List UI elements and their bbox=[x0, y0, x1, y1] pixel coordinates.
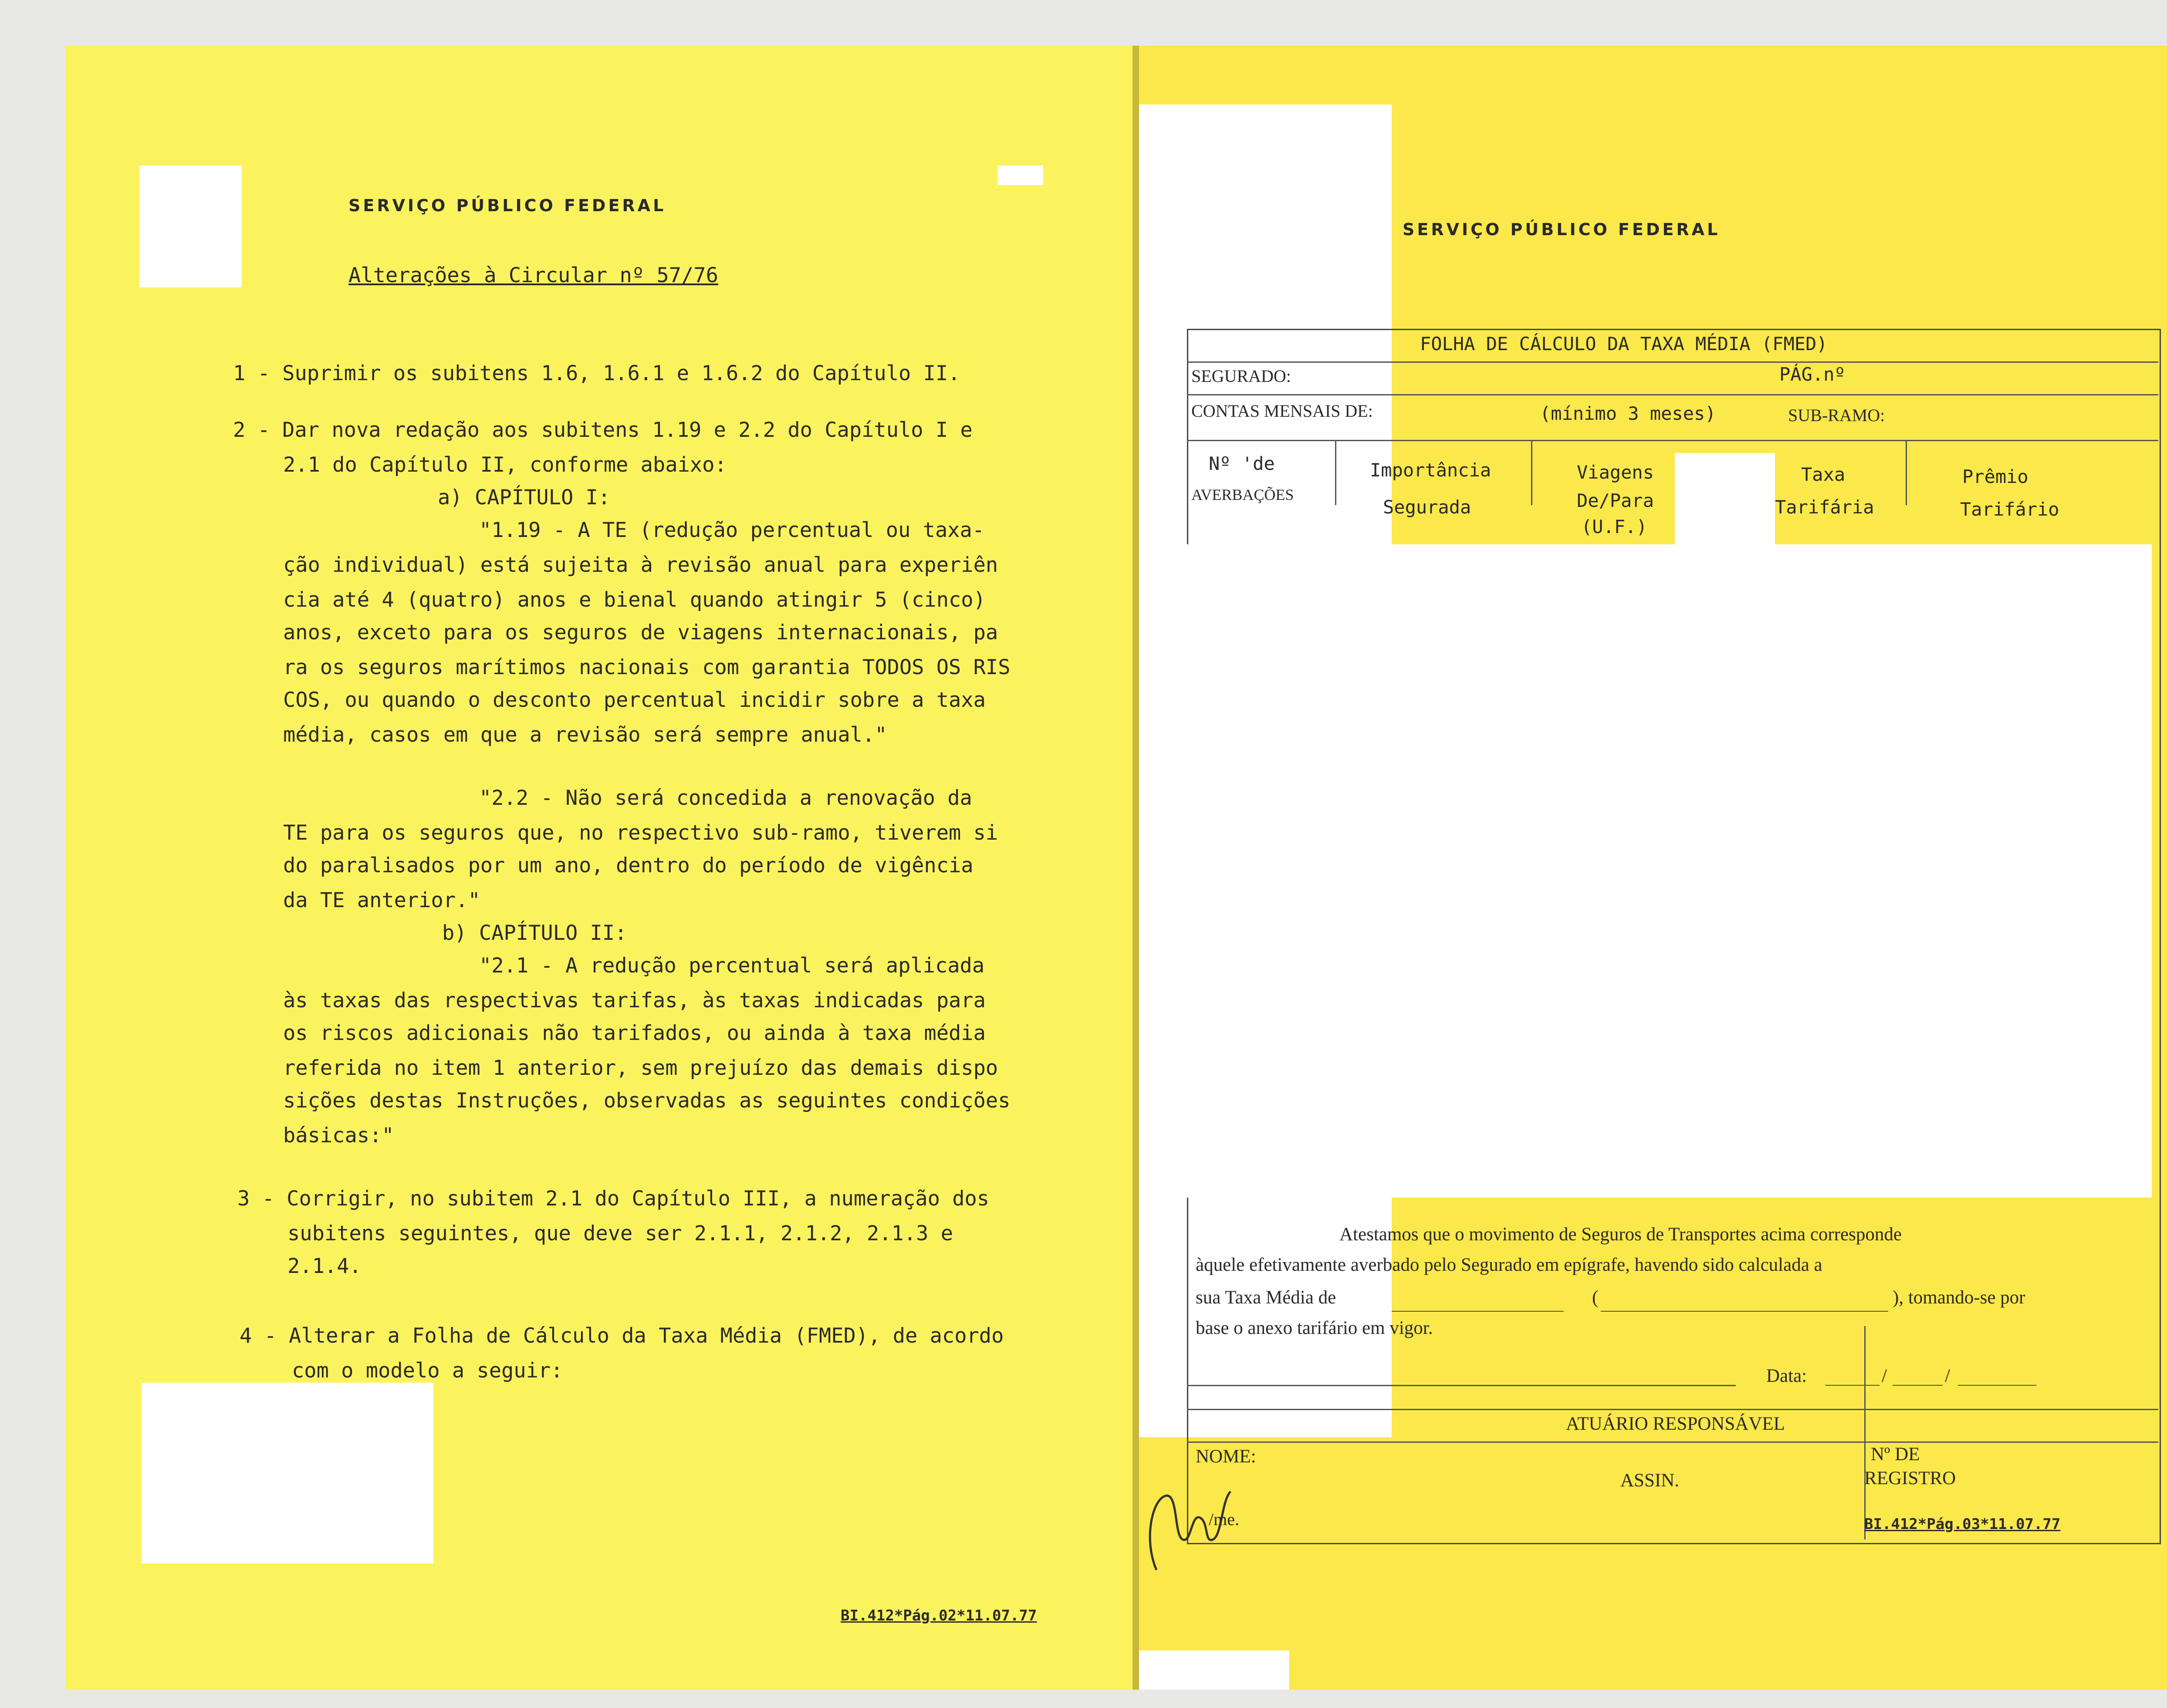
right-page: SERVIÇO PÚBLICO FEDERAL FOLHA DE CÁLCULO DA TAXA MÉDIA (FMED) SEGURADO: PÁG.nº CONTAS MENSAIS DE: (mínimo 3 meses) SUB-RAMO: Nº 'de AVERBAÇÕES Importância Segurada Viagens De/Para (U.F.) Taxa Tarifária Prêmio Tarifário Atestamos que o movimento de Seguros de Transportes acima corresponde àquele efetivamente averbado pelo Segurado em epígrafe, havendo sido calculada a sua Taxa Média de ( ), tomando-se por base o anexo tarifário em vigor. Data: / / ATUÁRIO RESPONSÁVEL NOME: ASSIN. Nº DE REGISTRO /me. BI.412*Pág.03*11.07.77 bbox=[1139, 46, 2167, 1690]
typist-initials: /me. bbox=[1209, 1509, 1239, 1529]
text-line: 3 - Corrigir, no subitem 2.1 do Capítulo III, a numeração dos bbox=[237, 1187, 990, 1211]
page-footer-reference: BI.412*Pág.03*11.07.77 bbox=[1864, 1516, 2061, 1533]
name-label: NOME: bbox=[1196, 1446, 1256, 1467]
text-line: "2.2 - Não será concedida a renovação da bbox=[479, 786, 972, 810]
text-line: 4 - Alterar a Folha de Cálculo da Taxa Média (FMED), de acordo bbox=[240, 1324, 1004, 1348]
text-line: TE para os seguros que, no respectivo sub-ramo, tiverem si bbox=[283, 821, 998, 845]
text-line: ra os seguros marítimos nacionais com garantia TODOS OS RIS bbox=[283, 655, 1011, 679]
page-footer-reference: BI.412*Pág.02*11.07.77 bbox=[841, 1607, 1037, 1624]
text-line: referida no item 1 anterior, sem prejuízo das demais dispo bbox=[283, 1056, 998, 1080]
text-line: com o modelo a seguir: bbox=[292, 1359, 563, 1383]
text-line: média, casos em que a revisão será sempre anual." bbox=[283, 723, 887, 747]
column-header-premio-sub: Tarifário bbox=[1960, 499, 2059, 520]
text-line: os riscos adicionais não tarifados, ou ainda à taxa média bbox=[283, 1021, 986, 1045]
text-line: anos, exceto para os seguros de viagens internacionais, pa bbox=[283, 621, 998, 645]
signature-rule bbox=[1187, 1385, 1736, 1386]
redacted-block bbox=[1675, 453, 1775, 544]
column-header-viagens: Viagens bbox=[1577, 462, 1654, 483]
redacted-block bbox=[997, 165, 1043, 185]
signature-label: ASSIN. bbox=[1620, 1470, 1680, 1491]
certificate-line: àquele efetivamente averbado pelo Segurado em epígrafe, havendo sido calculada a bbox=[1196, 1255, 1822, 1275]
text-line: "1.19 - A TE (redução percentual ou taxa- bbox=[479, 518, 985, 542]
column-header-premio: Prêmio bbox=[1962, 466, 2028, 487]
redacted-block bbox=[139, 165, 242, 287]
text-line: da TE anterior." bbox=[283, 888, 480, 912]
text-line: COS, ou quando o desconto percentual incidir sobre a taxa bbox=[283, 688, 986, 712]
column-divider bbox=[1335, 440, 1336, 505]
redacted-block bbox=[142, 1383, 433, 1563]
actuary-label: ATUÁRIO RESPONSÁVEL bbox=[1566, 1414, 1785, 1434]
text-line: 2.1.4. bbox=[287, 1254, 362, 1278]
certificate-line: sua Taxa Média de bbox=[1196, 1287, 1336, 1308]
column-header-taxa: Taxa bbox=[1801, 464, 1846, 485]
registry-label: Nº DE bbox=[1871, 1444, 1920, 1465]
text-line: cia até 4 (quatro) anos e bienal quando atingir 5 (cinco) bbox=[283, 588, 986, 612]
header-service: SERVIÇO PÚBLICO FEDERAL bbox=[348, 196, 666, 215]
column-header-viagens-sub: De/Para bbox=[1577, 490, 1654, 511]
form-rule bbox=[1187, 361, 2158, 363]
certificate-line: Atestamos que o movimento de Seguros de Transportes acima corresponde bbox=[1339, 1224, 1902, 1245]
date-day-line bbox=[1825, 1385, 1880, 1386]
text-line: 2 - Dar nova redação aos subitens 1.19 e 2.2 do Capítulo I e bbox=[233, 418, 973, 442]
column-divider bbox=[1906, 440, 1907, 505]
column-divider bbox=[1531, 440, 1532, 505]
date-label: Data: bbox=[1766, 1366, 1807, 1386]
text-line: básicas:" bbox=[283, 1124, 394, 1148]
page-number-label: PÁG.nº bbox=[1779, 364, 1846, 385]
redacted-block bbox=[1139, 1651, 1289, 1690]
text-line: sições destas Instruções, observadas as seguintes condições bbox=[283, 1089, 1011, 1113]
monthly-accounts-label: CONTAS MENSAIS DE: bbox=[1191, 401, 1373, 421]
date-year-line bbox=[1958, 1385, 2036, 1386]
certificate-line: ), tomando-se por bbox=[1893, 1287, 2025, 1308]
date-month-line bbox=[1893, 1385, 1943, 1386]
form-divider bbox=[1864, 1326, 1866, 1539]
form-title: FOLHA DE CÁLCULO DA TAXA MÉDIA (FMED) bbox=[1420, 333, 1828, 354]
form-rule bbox=[1187, 440, 2158, 441]
certificate-line: base o anexo tarifário em vigor. bbox=[1196, 1318, 1433, 1338]
left-page bbox=[65, 46, 1137, 1690]
certificate-paren: ( bbox=[1592, 1287, 1599, 1308]
column-header-viagens-uf: (U.F.) bbox=[1581, 516, 1647, 537]
document-title: Alterações à Circular nº 57/76 bbox=[348, 263, 718, 287]
text-line: 1 - Suprimir os subitens 1.6, 1.6.1 e 1.6.2 do Capítulo II. bbox=[233, 361, 960, 385]
handwritten-initials bbox=[1139, 1474, 1244, 1587]
text-line: subitens seguintes, que deve ser 2.1.1, 2.1.2, 2.1.3 e bbox=[287, 1222, 953, 1246]
column-header-averbacoes: Nº 'de bbox=[1209, 453, 1275, 474]
sub-branch-label: SUB-RAMO: bbox=[1788, 405, 1885, 425]
text-line: "2.1 - A redução percentual será aplicada bbox=[479, 954, 985, 978]
column-header-averbacoes-sub: AVERBAÇÕES bbox=[1191, 486, 1294, 503]
form-rule bbox=[1187, 394, 2158, 395]
column-header-taxa-sub: Tarifária bbox=[1775, 496, 1874, 518]
rate-words-blank-line bbox=[1601, 1311, 1888, 1312]
header-service: SERVIÇO PÚBLICO FEDERAL bbox=[1403, 220, 1721, 239]
text-line: 2.1 do Capítulo II, conforme abaixo: bbox=[283, 453, 727, 477]
text-line: b) CAPÍTULO II: bbox=[442, 921, 627, 945]
text-line: a) CAPÍTULO I: bbox=[438, 486, 611, 510]
form-rule bbox=[1187, 1441, 2158, 1443]
insured-label: SEGURADO: bbox=[1191, 366, 1291, 386]
form-rule bbox=[1187, 1409, 2158, 1410]
registry-label-2: REGISTRO bbox=[1864, 1468, 1956, 1489]
column-header-importancia: Importância bbox=[1370, 459, 1491, 481]
minimum-months-note: (mínimo 3 meses) bbox=[1540, 403, 1716, 424]
text-line: ção individual) está sujeita à revisão anual para experiên bbox=[283, 553, 998, 577]
redacted-table-body bbox=[1187, 544, 2152, 1198]
text-line: do paralisados por um ano, dentro do período de vigência bbox=[283, 854, 974, 878]
column-header-importancia-sub: Segurada bbox=[1383, 496, 1471, 518]
text-line: às taxas das respectivas tarifas, às taxas indicadas para bbox=[283, 989, 986, 1013]
rate-blank-line bbox=[1392, 1311, 1564, 1312]
